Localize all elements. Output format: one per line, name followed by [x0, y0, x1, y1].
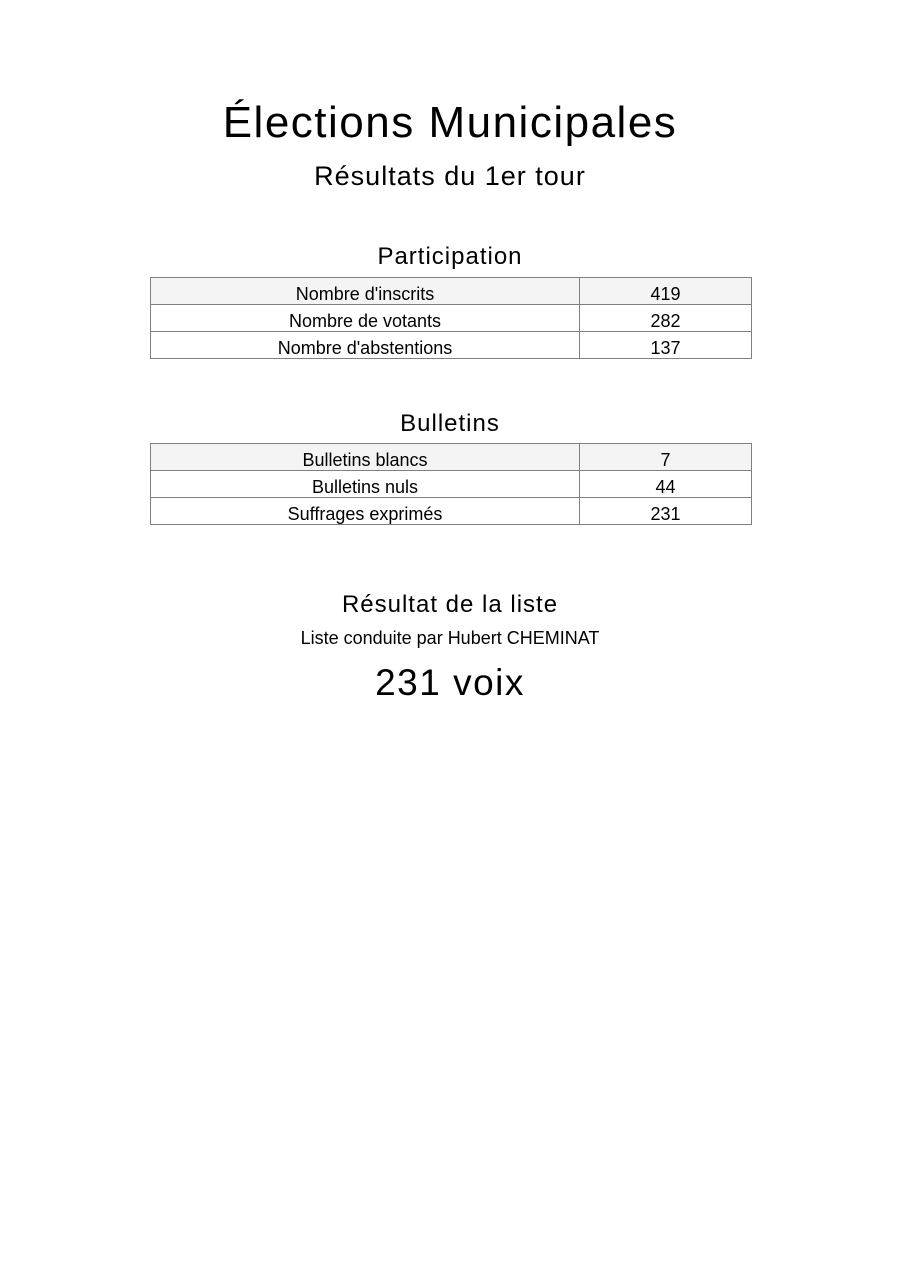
bulletins-value-exprimes: 231 — [580, 498, 752, 525]
bulletins-value-blancs: 7 — [580, 444, 752, 471]
participation-label-abstentions: Nombre d'abstentions — [151, 332, 580, 359]
table-row — [151, 278, 752, 305]
bulletins-label-nuls: Bulletins nuls — [151, 471, 580, 498]
bulletins-heading: Bulletins — [400, 410, 500, 437]
table-row — [151, 332, 752, 359]
bulletins-value-nuls: 44 — [580, 471, 752, 498]
page-title: Élections Municipales — [222, 98, 678, 147]
page-subtitle: Résultats du 1er tour — [314, 161, 586, 191]
participation-label-votants: Nombre de votants — [151, 305, 580, 332]
participation-value-inscrits: 419 — [580, 278, 752, 305]
participation-table — [150, 277, 752, 359]
participation-value-abstentions: 137 — [580, 332, 752, 359]
table-row — [151, 305, 752, 332]
table-row — [151, 444, 752, 471]
table-row — [151, 471, 752, 498]
list-leader-text: Liste conduite par Hubert CHEMINAT — [300, 628, 600, 648]
participation-label-inscrits: Nombre d'inscrits — [151, 278, 580, 305]
result-heading: Résultat de la liste — [341, 591, 559, 618]
bulletins-label-exprimes: Suffrages exprimés — [151, 498, 580, 525]
participation-heading: Participation — [377, 243, 523, 270]
bulletins-table — [150, 443, 752, 525]
votes-count: 231 voix — [375, 662, 525, 703]
table-row — [151, 498, 752, 525]
bulletins-label-blancs: Bulletins blancs — [151, 444, 580, 471]
participation-value-votants: 282 — [580, 305, 752, 332]
